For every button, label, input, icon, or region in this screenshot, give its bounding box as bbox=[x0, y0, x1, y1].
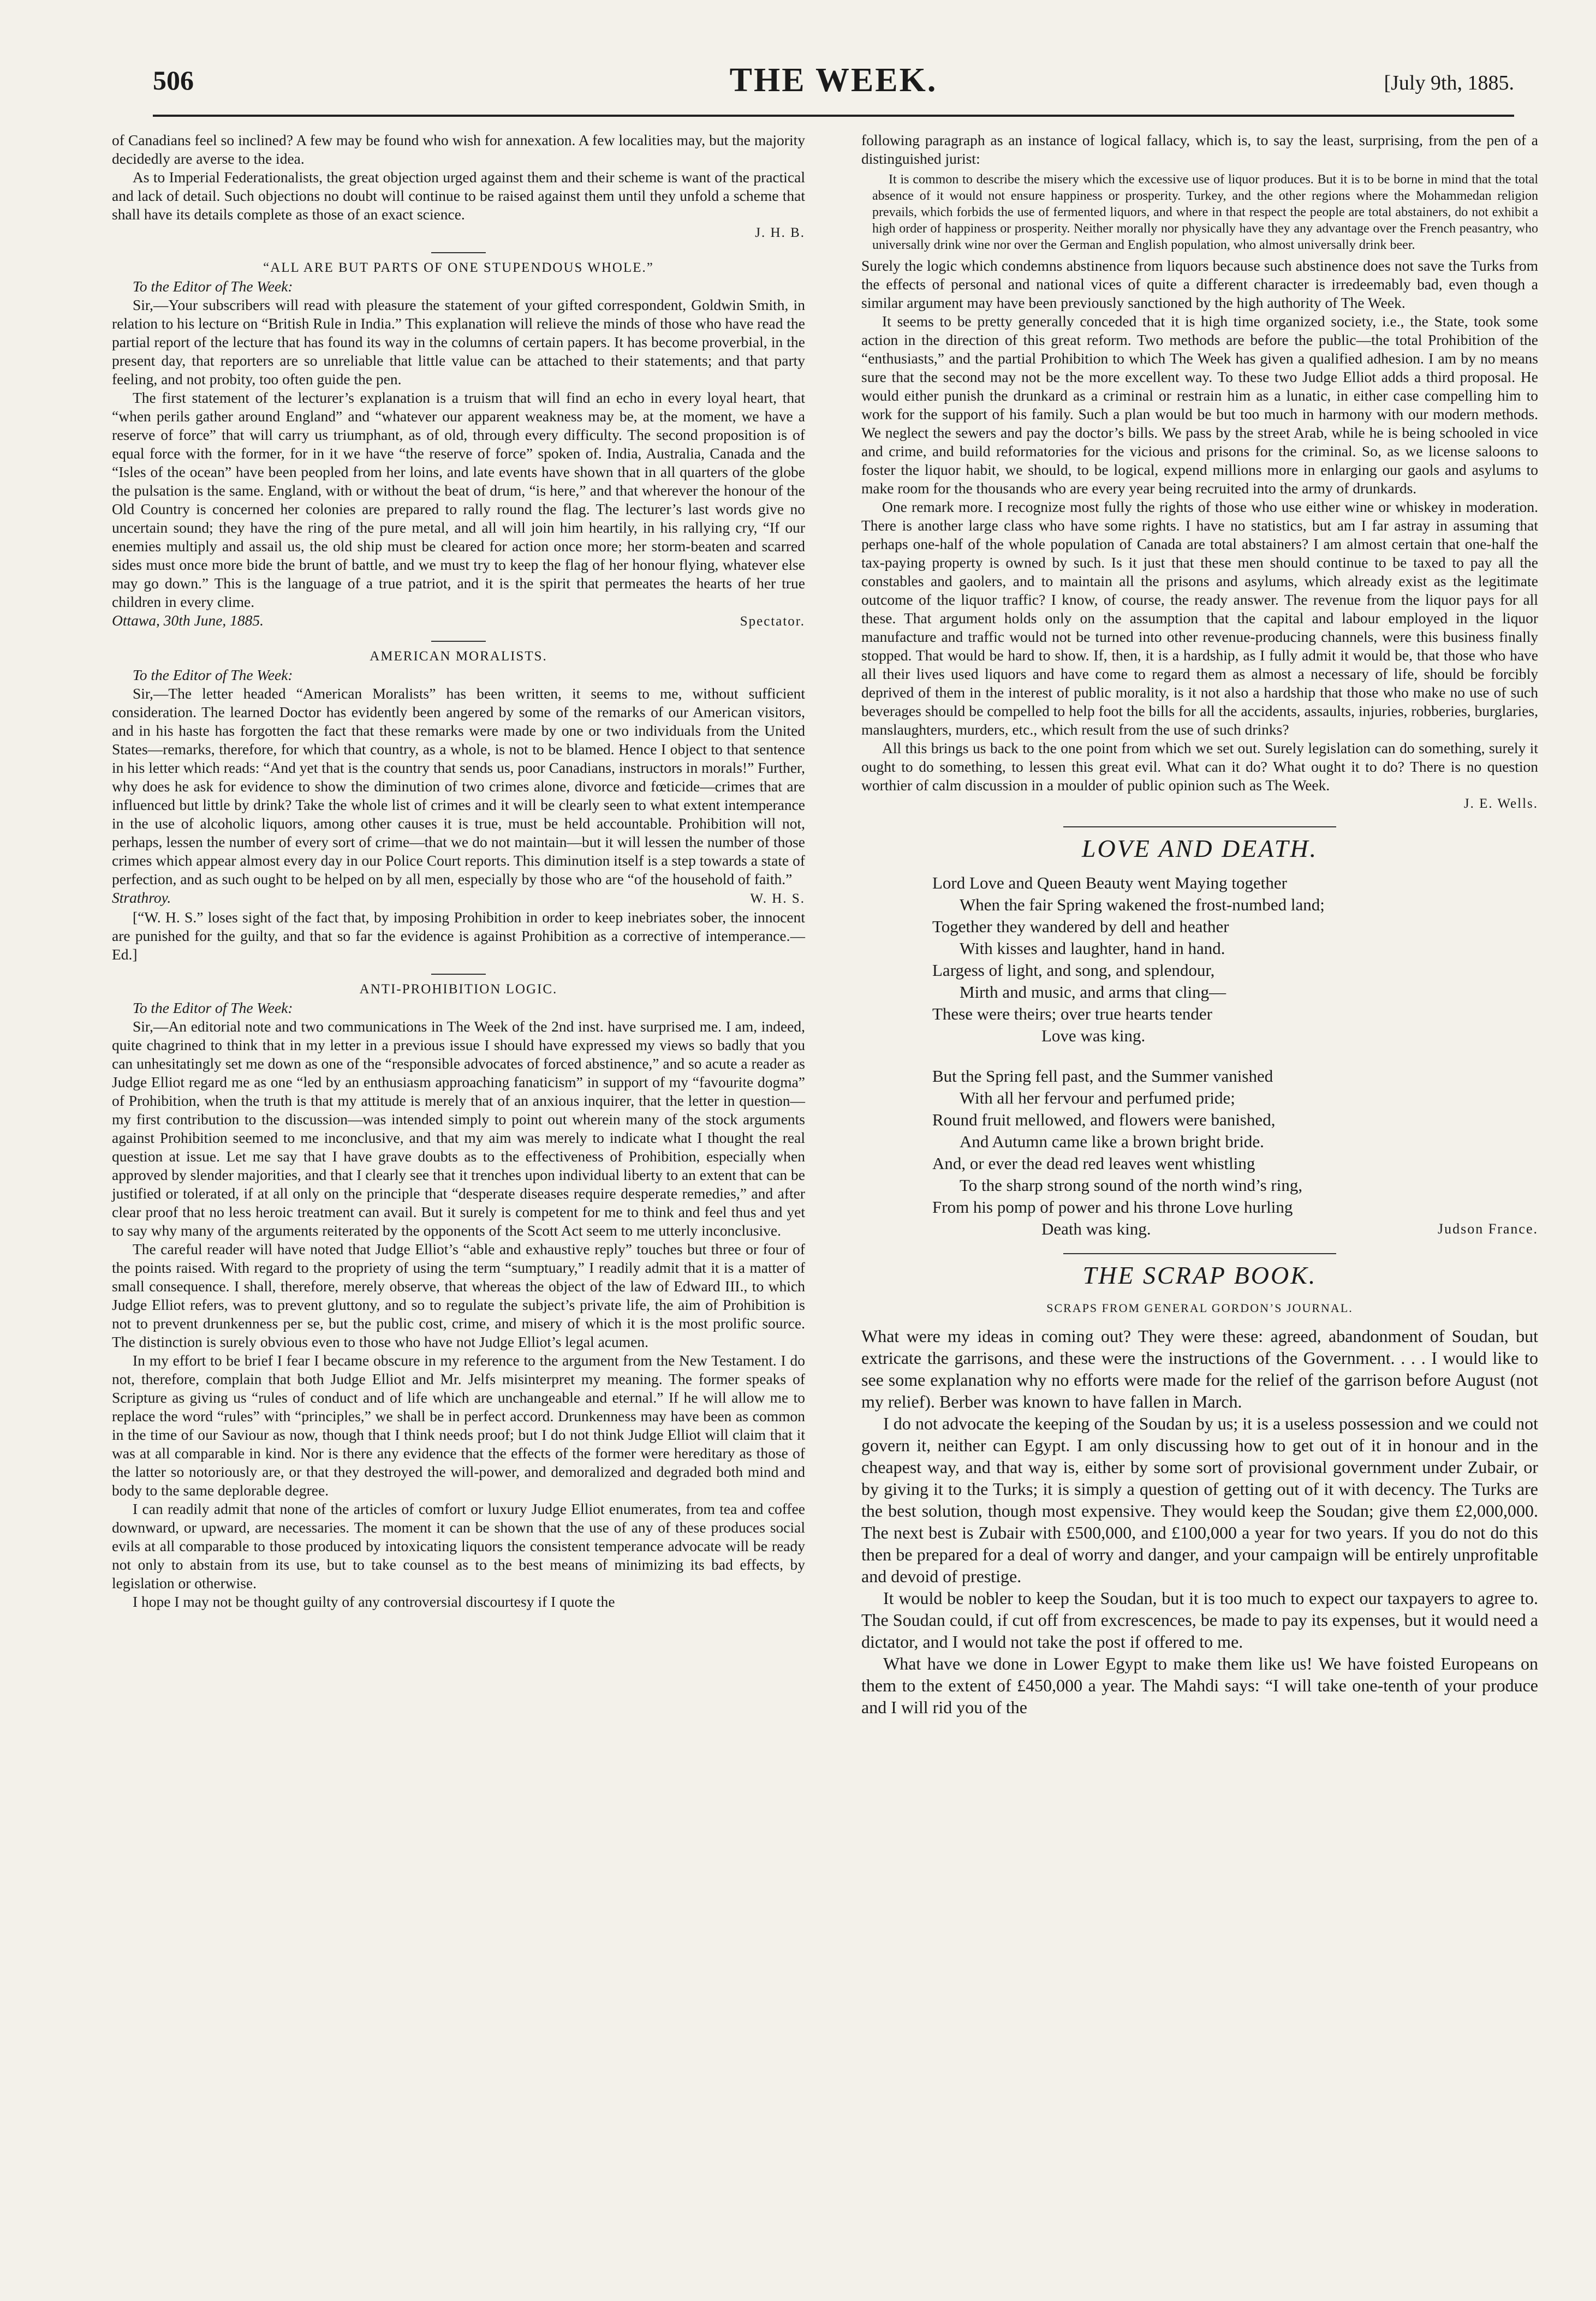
letter-paragraph: I can readily admit that none of the articles of comfort or luxury Judge Elliot enumerates, from tea and coffee downward, or upward, are necessaries. The moment it can be shown that the use of any of these produces social evils at all comparable to those produced by intoxicating liquors the consistent temperance advocate will be ready not only to abstain from its use, but to take counsel as to the best means of minimizing its bad effects, by legislation or otherwise. bbox=[112, 1500, 805, 1591]
scrap-book-body bbox=[861, 1325, 1538, 1718]
page-number: 506 bbox=[153, 65, 194, 96]
poem-title: LOVE AND DEATH. bbox=[1081, 834, 1318, 862]
poem-line: With all her fervour and perfumed pride; bbox=[960, 1088, 1235, 1107]
intro-signature: J. H. B. bbox=[755, 225, 805, 240]
poem-line: And, or ever the dead red leaves went whistling bbox=[932, 1154, 1255, 1173]
letter-place-date: Ottawa, 30th June, 1885. bbox=[112, 612, 264, 629]
section-divider bbox=[431, 252, 486, 253]
header-rule bbox=[153, 115, 1514, 117]
letter-signature: Spectator. bbox=[740, 614, 805, 629]
letter-paragraph: In my effort to be brief I fear I became obscure in my reference to the argument from the New Testament. I do not, therefore, complain that both Judge Elliot and Mr. Jelfs misinterpret my meaning. The former speaks of Scripture as giving us “rules of conduct and of life which are unchangeable and eternal.” If he will allow me to replace the word “rules” with “principles,” we shall be in perfect accord. Drunkenness may have been as common in the time of our Saviour as now, though that I think needs proof; but I do not think Judge Elliot will claim that it was at all comparable in kind. Nor is there any evidence that the effects of the former were hereditary as those of the latter so notoriously are, or that they destroyed the will-power, and demoralized and degraded both mind and body to the same deplorable degree. bbox=[112, 1352, 805, 1499]
poem-line: From his pomp of power and his throne Love hurling bbox=[932, 1197, 1293, 1217]
letter-paragraph: One remark more. I recognize most fully the rights of those who use either wine or whiskey in moderation. There is another large class who have some rights. I have no statistics, but am I far astray in assuming that perhaps one-half of the whole population of Canada are total abstainers? I am almost certain that one-half the tax-paying property is owned by such. Is it just that these men should continue to be taxed to pay all the constables and gaolers, and to maintain all the prisons and asylums, which already exist as the legitimate outcome of the liquor traffic? I know, of course, the ready answer. The revenue from the liquor pays for all these. That argument holds only on the assumption that the capital and labour employed in the liquor manufacture and traffic would not be turned into other revenue-producing channels, were this business finally stopped. That would be hard to show. If, then, it is a hardship, as I fully admit it would be, that those who have all their lives used liquors and have come to regard them as almost a necessary of life, should be forcibly deprived of them in the interest of public morality, is it not also a hardship that those who make no use of such beverages should be compelled to help foot the bills for all the accidents, assaults, injuries, robberies, burglaries, manslaughters, murders, etc., which result from the use of such drinks? bbox=[861, 498, 1538, 738]
letter-paragraph: Sir,—The letter headed “American Moralists” has been written, it seems to me, without sufficient consideration. The learned Doctor has evidently been angered by some of the remarks of our American visitors, and in his haste has forgotten the fact that these remarks were made by one or two individuals from the United States—remarks, therefore, for which that country, as a whole, is not to be blamed. Hence I object to that sentence in his letter which reads: “And yet that is the country that sends us, poor Canadians, instructors in morals!” Further, why does he ask for evidence to show the diminution of two crimes alone, divorce and fœticide—crimes that are influenced but little by drink? Take the whole list of crimes and it will be clearly seen to what extent intemperance in the use of alcoholic liquors, among other causes it is true, must be held accountable. Prohibition will not, perhaps, lessen the number of every sort of crime—that we do not maintain—but it will lessen the number of those crimes which appear almost every day in our Police Court reports. This diminution itself is a step towards a state of perfection, and as such ought to be helped on by all men, especially by those who are “of the household of faith.” bbox=[112, 685, 805, 887]
poem-line: And Autumn came like a brown bright bride. bbox=[960, 1132, 1264, 1151]
scrap-book-title: THE SCRAP BOOK. bbox=[1082, 1261, 1317, 1289]
poem-line: Lord Love and Queen Beauty went Maying together bbox=[932, 873, 1287, 892]
letter-heading-american-moralists: AMERICAN MORALISTS. bbox=[370, 649, 547, 664]
poem-line: But the Spring fell past, and the Summer vanished bbox=[932, 1066, 1273, 1086]
letter-paragraph: Sir,—An editorial note and two communications in The Week of the 2nd inst. have surprised me. I am, indeed, quite chagrined to think that in my letter in a previous issue I should have expressed my views so badly that you can unhesitatingly set me down as one of the “responsible advocates of forced abstinence,” and so acute a reader as Judge Elliot regard me as one “led by an enthusiasm approaching fanaticism” in support of my “favourite dogma” of Prohibition, when the truth is that my attitude is merely that of an anxious inquirer, that the letter in question—my first contribution to the discussion—was intended simply to point out wherein many of the stock arguments against Prohibition seemed to me inconclusive, and that my aim was merely to indicate what I thought the real question at issue. Let me say that I have grave doubts as to the effectiveness of Prohibition, especially when approved by slender majorities, and that I clearly see that it trenches upon individual liberty to an extent that can be justified or tolerated, if at all only on the principle that “desperate diseases require desperate remedies,” and after clear proof that no less heroic treatment can avail. But it surely is competent for me to think and feel thus and yet to say why many of the arguments reiterated by the opponents of the Scott Act seem to me utterly inconclusive. bbox=[112, 1018, 805, 1239]
letter-signature: W. H. S. bbox=[750, 891, 805, 906]
letter-paragraph: The careful reader will have noted that Judge Elliot’s “able and exhaustive reply” touches but three or four of the points raised. With regard to the propriety of using the term “sumptuary,” I readily admit that it is a matter of small consequence. I shall, therefore, merely observe, that whereas the object of the law of Edward III., to which Judge Elliot refers, was to prevent gluttony, and so to regulate the subject’s private life, the aim of Prohibition is not to prevent drunkenness per se, but the public cost, crime, and misery of which it is the most prolific source. The distinction is surely obvious even to those who have not Judge Elliot’s legal acumen. bbox=[112, 1241, 805, 1350]
poem-line: Mirth and music, and arms that cling— bbox=[960, 982, 1226, 1002]
letter-salutation: To the Editor of The Week: bbox=[133, 278, 293, 295]
letter-salutation: To the Editor of The Week: bbox=[133, 999, 293, 1016]
letter-salutation: To the Editor of The Week: bbox=[133, 666, 293, 683]
section-divider bbox=[1063, 826, 1336, 827]
section-divider bbox=[431, 974, 486, 975]
section-divider bbox=[431, 641, 486, 642]
left-column bbox=[112, 131, 805, 1611]
scrap-paragraph: What have we done in Lower Egypt to make them like us! We have foisted Europeans on them to the extent of £450,000 a year. The Mahdi says: “I will take one-tenth of your produce and I will rid you of the bbox=[861, 1654, 1538, 1717]
section-divider bbox=[1063, 1253, 1336, 1254]
poem-line: Love was king. bbox=[1041, 1026, 1146, 1045]
right-column bbox=[861, 131, 1538, 1718]
block-quote: It is common to describe the misery which the excessive use of liquor produces. But it is to be borne in mind that the total absence of it would not ensure happiness or prosperity. Turkey, and the other regions where the Mohammedan religion prevails, which forbids the use of fermented liquors, and where in that respect the people are total abstainers, do not exhibit a high order of happiness or prosperity. Neither morally nor physically have they any advantage over the French peasantry, who universally drink wine nor over the German and English population, who almost universally drink beer. bbox=[872, 172, 1538, 252]
letter-signature: J. E. Wells. bbox=[1463, 796, 1538, 811]
poem-line: Together they wandered by dell and heather bbox=[932, 917, 1229, 936]
poem bbox=[932, 872, 1538, 1240]
letter-paragraph: Sir,—Your subscribers will read with pleasure the statement of your gifted correspondent, Goldwin Smith, in relation to his lecture on “British Rule in India.” This explanation will relieve the minds of those who have read the partial report of the lecture that has found its way in the columns of certain papers. It has become proverbial, in the present day, that reporters are so unreliable that little value can be attached to their statements; and that party feeling, and not probity, too often guide the pen. bbox=[112, 296, 805, 388]
scrap-paragraph: I do not advocate the keeping of the Soudan by us; it is a useless possession and we could not govern it, neither can Egypt. I am only discussing how to get out of it in honour and in the cheapest way, and that way is, either by some sort of provisional government under Zubair, or by giving it to the Turks; it is simply a question of getting out of it with decency. The Turks are the best solution, though most expensive. They would keep the Soudan; give them £2,000,000. The next best is Zubair with £500,000, and £100,000 a year for two years. If you do not do this then be prepared for a deal of worry and danger, and your campaign will be entirely unprofitable and devoid of prestige. bbox=[861, 1414, 1538, 1586]
letter-paragraph: I hope I may not be thought guilty of any controversial discourtesy if I quote the bbox=[133, 1593, 615, 1610]
intro-paragraph-2: As to Imperial Federationalists, the great objection urged against them and their scheme is want of the practical and lack of detail. Such objections no doubt will continue to be raised against them until they unfold a scheme that shall have its details complete as those of an exact science. bbox=[112, 169, 805, 223]
letter-signoff bbox=[112, 611, 805, 631]
letter-paragraph: The first statement of the lecturer’s explanation is a truism that will find an echo in every loyal heart, that “when perils gather around England” and “whatever our apparent weakness may be, at the moment, we have a reserve of force” that will carry us triumphant, as of old, through every difficulty. The second proposition is of equal force with the former, for in it we have “the reserve of force” spoken of. India, Australia, Canada and the “Isles of the ocean” have been peopled from her loins, and late events have shown that in all quarters of the globe the pulsation is the same. England, with or without the beat of drum, “is here,” and that wherever the honour of the Old Country is concerned her colonies are prepared to rally round the flag. The lecturer’s last words give no uncertain sound; they have the ring of the pure metal, and all will join him heartily, in his rallying cry, “If our enemies multiply and assail us, the old ship must be cleared for action once more; her storm-beaten and scarred sides must once more bide the brunt of battle, and we must try to keep the flag of her honour flying, whatever else may go down.” This is the language of a true patriot, and it is the spirit that permeates the hearts of her true children in every clime. bbox=[112, 389, 805, 610]
editor-note: [“W. H. S.” loses sight of the fact that, by imposing Prohibition in order to keep inebriates sober, the innocent are punished for the guilty, and that so far the evidence is against Prohibition as a corrective of intemperance.—Ed.] bbox=[112, 909, 805, 963]
poem-line: These were theirs; over true hearts tender bbox=[932, 1004, 1212, 1023]
poem-line: Round fruit mellowed, and flowers were banished, bbox=[932, 1110, 1276, 1129]
poem-line: When the fair Spring wakened the frost-numbed land; bbox=[960, 895, 1325, 914]
poem-final-line bbox=[932, 1218, 1538, 1240]
poem-author: Judson France. bbox=[1438, 1221, 1538, 1237]
letter-paragraph: Surely the logic which condemns abstinence from liquors because such abstinence does not save the Turks from the effects of personal and national vices of quite a different character is irredeemably bad, even though a similar argument may have been previously sanctioned by the high authority of The Week. bbox=[861, 257, 1538, 311]
issue-date: [July 9th, 1885. bbox=[1384, 71, 1514, 94]
letter-heading-anti-prohibition: ANTI-PROHIBITION LOGIC. bbox=[359, 982, 558, 997]
letter-heading-stupendous-whole: “ALL ARE BUT PARTS OF ONE STUPENDOUS WHOLE.” bbox=[263, 260, 654, 275]
scrap-book-subtitle: SCRAPS FROM GENERAL GORDON’S JOURNAL. bbox=[1046, 1301, 1353, 1315]
poem-line: To the sharp strong sound of the north wind’s ring, bbox=[960, 1176, 1303, 1195]
letter-paragraph: It seems to be pretty generally conceded that it is high time organized society, i.e., the State, took some action in the direction of this great reform. Two methods are before the public—the total Prohibition of the “enthusiasts,” and the partial Prohibition to which The Week has given a qualified adhesion. I am by no means sure that the second may not be the more excellent way. To these two Judge Elliot adds a third proposal. He would either punish the drunkard as a criminal or restrain him as a lunatic, in either case compelling him to work for the support of his family. Such a plan would be but too much in harmony with our modern methods. We neglect the sewers and pay the doctor’s bills. We pass by the street Arab, while he is being schooled in vice and crime, and build reformatories for the vicious and prisons for the criminal. So, as we license saloons to foster the liquor habit, we should, to be logical, expend millions more in enlarging our gaols and asylums to make room for the thousands who are every year being recruited into the army of drunkards. bbox=[861, 313, 1538, 497]
poem-line: Death was king. bbox=[1041, 1219, 1151, 1238]
intro-paragraph-1: of Canadians feel so inclined? A few may be found who wish for annexation. A few localities may, but the majority decidedly are averse to the idea. bbox=[112, 132, 805, 167]
poem-line: Largess of light, and song, and splendour, bbox=[932, 961, 1215, 980]
letter-paragraph: All this brings us back to the one point from which we set out. Surely legislation can do something, surely it ought to do something, to lessen this great evil. What can it do? What ought it to do? There is no question worthier of calm discussion in a moulder of public opinion such as The Week. bbox=[861, 740, 1538, 794]
letter-paragraph: following paragraph as an instance of logical fallacy, which is, to say the least, surprising, from the pen of a distinguished jurist: bbox=[861, 132, 1538, 167]
scrap-paragraph: It would be nobler to keep the Soudan, but it is too much to expect our taxpayers to agree to. The Soudan could, if cut off from excrescences, be made to pay its expenses, but it would need a dictator, and I would not take the post if offered to me. bbox=[861, 1588, 1538, 1652]
poem-line: With kisses and laughter, hand in hand. bbox=[960, 939, 1225, 958]
letter-signoff bbox=[112, 889, 805, 908]
masthead bbox=[153, 64, 1514, 114]
letter-place: Strathroy. bbox=[112, 889, 171, 906]
publication-title: THE WEEK. bbox=[729, 62, 938, 99]
scrap-paragraph: What were my ideas in coming out? They were these: agreed, abandonment of Soudan, but extricate the garrisons, and these were the instructions of the Government. . . . I would like to see some explanation why no efforts were made for the relief of the garrison before August (not my relief). Berber was known to have fallen in March. bbox=[861, 1326, 1538, 1411]
